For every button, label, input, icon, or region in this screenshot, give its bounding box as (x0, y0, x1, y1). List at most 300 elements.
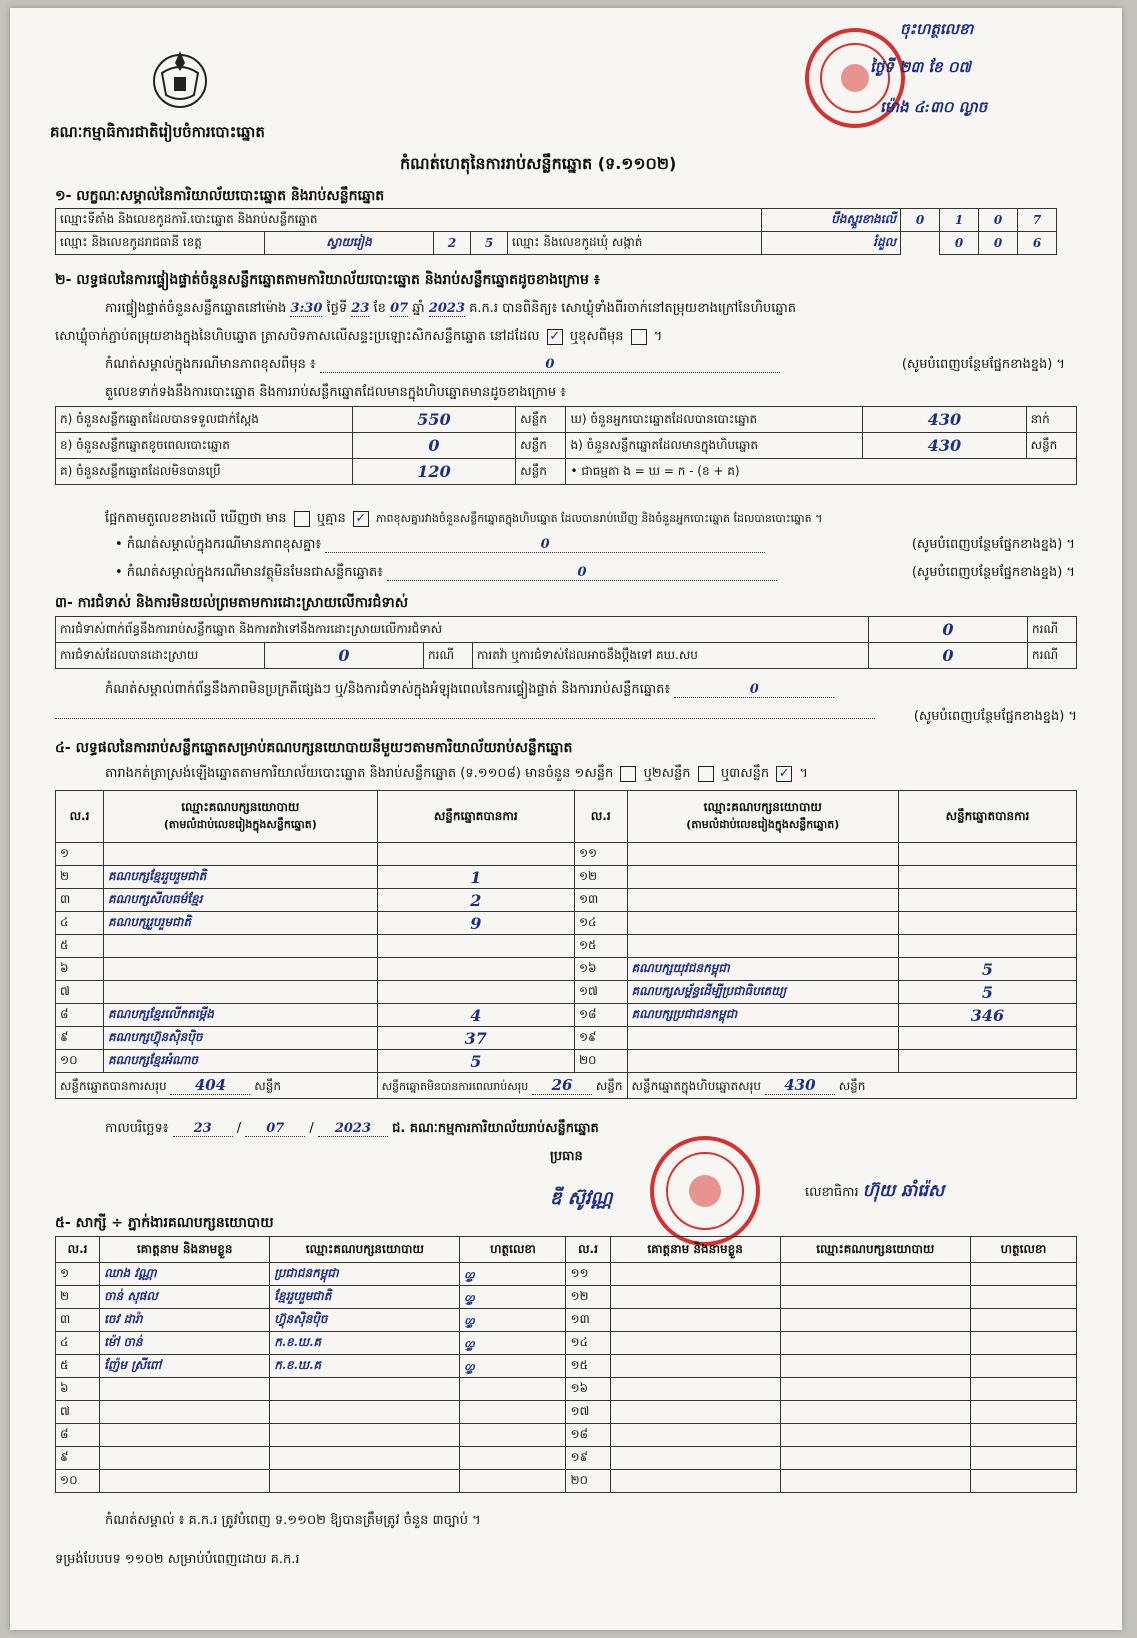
summary-left-value: 120 (352, 459, 515, 485)
verify-month: 07 (390, 301, 409, 316)
witness-name (610, 1355, 780, 1378)
table-row (56, 958, 1077, 981)
witness-party (780, 1309, 970, 1332)
province-code-digit: 5 (471, 232, 508, 255)
party-votes (898, 889, 1076, 912)
party-name: គណបក្សសីលធម៌ខ្មែរ (104, 889, 378, 912)
witness-party (270, 1401, 460, 1424)
table-row (56, 912, 1077, 935)
witness-party (270, 1470, 460, 1493)
date-month: 07 (245, 1121, 305, 1137)
witness-name (100, 1424, 270, 1447)
three-sheet-checkbox[interactable]: ✓ (776, 766, 792, 782)
summary-left-unit: សន្លឹក (516, 433, 566, 459)
commune-code-digit: 0 (979, 232, 1018, 255)
party-name (627, 912, 898, 935)
commune-code-digit: 0 (940, 232, 979, 255)
ballot-summary-table (55, 406, 1077, 485)
irregularity-continuation (55, 708, 1077, 727)
row-no: ៥ (56, 935, 104, 958)
table-row (56, 843, 1077, 866)
party-name: គណបក្សហ៊្វុនស៊ិនប៉ិច (104, 1027, 378, 1050)
diff-start: ផ្អែកតាមតួលេខខាងលើ ឃើញថា មាន (105, 511, 287, 526)
table-row (56, 1424, 1077, 1447)
table-row (56, 889, 1077, 912)
unit: សន្លឹក (838, 1078, 866, 1093)
witness-signature (970, 1401, 1076, 1424)
section3-heading: ៣- ការជំទាស់ និងការមិនយល់ព្រមតាមការដោះស្រាយលើការជំទាស់ (55, 595, 409, 611)
col-party (627, 791, 898, 843)
nec-logo (140, 43, 220, 113)
province-name: ស្វាយរៀង (265, 232, 434, 255)
col-party-title: ឈ្មោះគណបក្សនយោបាយ (703, 800, 822, 814)
party-name: គណបក្សខ្មែរលើកតម្កើង (104, 1004, 378, 1027)
party-votes: 5 (377, 1050, 574, 1073)
year-label: ឆ្នាំ (412, 301, 425, 316)
summary-left-unit: សន្លឹក (516, 459, 566, 485)
date-label: កាលបរិច្ឆេទ៖ (105, 1121, 169, 1136)
witness-party (780, 1332, 970, 1355)
witness-name (100, 1447, 270, 1470)
total-valid-label: សន្លឹកឆ្នោតបានការសរុប (60, 1078, 167, 1093)
party-name: គណបក្សខ្មែររួបរួមជាតិ (104, 866, 378, 889)
party-votes: 5 (898, 958, 1076, 981)
party-name (104, 843, 378, 866)
total-invalid-label: សន្លឹកឆ្នោតមិនបានការពេលរាប់សរុប (381, 1079, 529, 1093)
row-no: ១៤ (574, 912, 627, 935)
col-party (104, 791, 378, 843)
total-invalid-value: 26 (532, 1076, 592, 1095)
party-votes: 5 (898, 981, 1076, 1004)
two-sheet-label: ឬ២សន្លឹក (643, 766, 691, 781)
diff-or: ឬគ្មាន (316, 511, 346, 526)
case-unit: ករណី (424, 643, 473, 669)
party-name (627, 1027, 898, 1050)
row-no: ៤ (56, 912, 104, 935)
col-votes: សន្លឹកឆ្នោតបានការ (377, 791, 574, 843)
top-annotation-line1: ចុះហត្ថលេខា (900, 20, 974, 38)
witness-name (610, 1309, 780, 1332)
witness-name (100, 1378, 270, 1401)
footnote: កំណត់សម្គាល់ ៖ គ.ក.រ ត្រូវបំពេញ ទ.១១០២ ឱ្យបានត្រឹមត្រូវ ចំនួន ៣ច្បាប់ ។ (105, 1513, 481, 1528)
row-no: ១៨ (566, 1424, 610, 1447)
row-no: ៣ (56, 889, 104, 912)
witness-name (100, 1470, 270, 1493)
total-box-cell (627, 1073, 1076, 1099)
one-sheet-checkbox[interactable] (620, 766, 636, 782)
witness-party (270, 1424, 460, 1447)
row-no: ៩ (56, 1447, 100, 1470)
row-no: ២ (56, 866, 104, 889)
witness-signature (970, 1332, 1076, 1355)
case-unit: ករណី (1028, 617, 1077, 643)
form-footer: ទម្រង់បែបបទ ១១០២ សម្រាប់បំពេញដោយ គ.ក.រ (55, 1552, 300, 1567)
bullet2-value: 0 (387, 565, 777, 581)
party-votes: 2 (377, 889, 574, 912)
col-party: ឈ្មោះគណបក្សនយោបាយ (270, 1237, 460, 1263)
tally-intro: តារាងកត់ត្រាស្រង់ឡើងឆ្នោតតាមការិយាល័យបោះឆ្នោត និងរាប់សន្លឹកឆ្នោត (ទ.១១០៨) មានចំនួន ១សន្លឹក (105, 766, 614, 781)
summary-right-value: 430 (863, 407, 1026, 433)
row-no: ៧ (56, 981, 104, 1004)
row-no: ១២ (566, 1286, 610, 1309)
witness-signature (460, 1424, 566, 1447)
date-day: 23 (173, 1121, 233, 1137)
verify-time: 3:30 (290, 301, 323, 316)
verify-year: 2023 (428, 301, 466, 316)
note1-label: កំណត់សម្គាល់ក្នុងករណីមានភាពខុសពីមុន ៖ (105, 357, 316, 372)
summary-right-label: ង) ចំនួនសន្លឹកឆ្នោតដែលមានក្នុងហិបឆ្នោត (566, 433, 863, 459)
row-no: ៧ (56, 1401, 100, 1424)
section4-heading: ៤- លទ្ធផលនៃការរាប់សន្លឹកឆ្នោតសម្រាប់គណបក្សនយោបាយនីមួយៗតាមការិយាល័យរាប់សន្លឹកឆ្នោត (55, 740, 573, 756)
summary-left-unit: សន្លឹក (516, 407, 566, 433)
witness-name: ចាន់ សុផល (100, 1286, 270, 1309)
station-code-digit: 0 (901, 209, 940, 232)
difference-line (105, 510, 822, 529)
section1-heading: ១- លក្ខណៈសម្គាល់នៃការិយាល័យបោះឆ្នោត និងរាប់សន្លឹកឆ្នោត (55, 188, 385, 204)
signing-date-line: កាលបរិច្ឆេទ៖ 23 / 07 / 2023 ជ. គណៈកម្មការការិយាល័យរាប់សន្លឹកឆ្នោត (105, 1121, 599, 1136)
top-annotation-line3: ម៉ោង ៤:៣០ ល្ងាច (880, 98, 988, 116)
row-no: ១៣ (566, 1309, 610, 1332)
col-no: ល.រ (56, 1237, 100, 1263)
row-no: ៦ (56, 958, 104, 981)
witness-name (610, 1378, 780, 1401)
col-name: គោត្តនាម និងនាមខ្លួន (610, 1237, 780, 1263)
witness-party (270, 1378, 460, 1401)
row-no: ៦ (56, 1378, 100, 1401)
summary-left-label: គ) ចំនួនសន្លឹកឆ្នោតដែលមិនបានប្រើ (56, 459, 353, 485)
section2-heading: ២- លទ្ធផលនៃការផ្ទៀងផ្ទាត់ចំនួនសន្លឹកឆ្នោតតាមការិយាល័យបោះឆ្នោត និងរាប់សន្លឹកឆ្នោតដូចខាងក្រោម ៖ (55, 272, 600, 288)
summary-left-value: 0 (352, 433, 515, 459)
province-code-digit: 2 (434, 232, 471, 255)
row-no: ១ (56, 843, 104, 866)
witness-name (610, 1470, 780, 1493)
col-party-sub: (តាមលំដាប់លេខរៀងក្នុងសន្លឹកឆ្នោត) (686, 818, 840, 831)
row-no: ១ (56, 1263, 100, 1286)
row-no: ១៦ (574, 958, 627, 981)
row-no: ២ (56, 1286, 100, 1309)
witness-name: ឈាង វណ្ណា (100, 1263, 270, 1286)
table-row (56, 1027, 1077, 1050)
row-no: ៩ (56, 1027, 104, 1050)
commune-label: ឈ្មោះ និងលេខកូដឃុំ សង្កាត់ (508, 232, 762, 255)
party-votes: 9 (377, 912, 574, 935)
party-name: គណបក្សសម្ព័ន្ធដើម្បីប្រជាធិបតេយ្យ (627, 981, 898, 1004)
para-line2-text: សោឃ្លុំចាក់ភ្ជាប់តម្រុយខាងក្នុងនៃហិបឆ្នោត ត្រាសបិទភាសលើសន្ទះប្រឡោះសិកសន្លឹកឆ្នោត នៅដដែល (55, 329, 540, 344)
verify-day: 23 (351, 301, 370, 316)
witness-party (780, 1470, 970, 1493)
para-mid: គ.ក.រ បានពិនិត្យ៖ សោឃ្លុំទាំងពីរចាក់នៅតម្រុយខាងក្រៅនៃហិបឆ្នោត (469, 301, 796, 316)
total-box-value: 430 (765, 1076, 835, 1095)
row-no: ១៦ (566, 1378, 610, 1401)
station-name: បឹងស្នួរខាងលើ (762, 209, 901, 232)
witness-signature: ᦄ (460, 1309, 566, 1332)
col-votes: សន្លឹកឆ្នោតបានការ (898, 791, 1076, 843)
row-no: ៤ (56, 1332, 100, 1355)
witness-party: ខ្មែររួបរួមជាតិ (270, 1286, 460, 1309)
party-name: គណបក្សប្រជាជនកម្ពុជា (627, 1004, 898, 1027)
row-no: ១១ (566, 1263, 610, 1286)
note1-value: 0 (320, 357, 780, 373)
diff-end: ភាពខុសគ្នារវាងចំនួនសន្លឹកឆ្នោតក្នុងហិបឆ្នោត ដែលបានរាប់ឃើញ និងចំនួនអ្នកបោះឆ្នោត ដែលបានបោះឆ្នោត ។ (376, 512, 823, 525)
party-results-table (55, 790, 1077, 1099)
results-body (56, 843, 1077, 1073)
table-row (56, 1050, 1077, 1073)
province-label: ឈ្មោះ និងលេខកូដរាជធានី ខេត្ត (56, 232, 265, 255)
month-label: ខែ (373, 301, 386, 316)
row-no: ៣ (56, 1309, 100, 1332)
unchanged-checkbox[interactable]: ✓ (547, 329, 563, 345)
top-annotation-line2: ថ្ងៃទី ២៣ ខែ ០៧ (870, 58, 971, 76)
table-row (56, 1470, 1077, 1493)
secretary-label: លេខាធិការ (805, 1185, 859, 1200)
witness-party (780, 1447, 970, 1470)
resolved-label: ការជំទាស់ដែលបានដោះស្រាយ (56, 643, 265, 669)
party-votes: 346 (898, 1004, 1076, 1027)
party-name (627, 1050, 898, 1073)
party-votes (898, 1050, 1076, 1073)
row-no: ៨ (56, 1004, 104, 1027)
party-name: គណបក្សយុវជនកម្ពុជា (627, 958, 898, 981)
org-name: គណៈកម្មាធិការជាតិរៀបចំការបោះឆ្នោត (50, 123, 265, 141)
fill-hint: (សូមបំពេញបន្ថែមផ្នែកខាងខ្នង) ។ (911, 565, 1075, 580)
witness-signature (970, 1286, 1076, 1309)
table-row (56, 1447, 1077, 1470)
witness-signature (460, 1470, 566, 1493)
objections-table (55, 616, 1077, 669)
bullet1-value: 0 (325, 537, 765, 553)
row-no: ១៥ (566, 1355, 610, 1378)
witness-signature (460, 1401, 566, 1424)
witness-party: ហ៊្វុនស៊ិនប៉ិច (270, 1309, 460, 1332)
table-row (56, 1286, 1077, 1309)
form-sheet (10, 8, 1122, 1630)
witness-party (780, 1355, 970, 1378)
table-row (56, 1332, 1077, 1355)
total-valid-value: 404 (170, 1076, 250, 1095)
station-label: ឈ្មោះទីតាំង និងលេខកូដការិ.បោះឆ្នោត និងរាប់សន្លឹកឆ្នោត (56, 209, 762, 232)
total-invalid-cell (377, 1073, 627, 1099)
witness-name (610, 1401, 780, 1424)
witness-signature (970, 1355, 1076, 1378)
party-name (627, 866, 898, 889)
witness-party (780, 1378, 970, 1401)
summary-left-label: ខ) ចំនួនសន្លឹកឆ្នោតខូចពេលបោះឆ្នោត (56, 433, 353, 459)
two-sheet-checkbox[interactable] (698, 766, 714, 782)
irregularity-note (105, 681, 834, 700)
party-name: គណបក្សខ្មែរអំណាច (104, 1050, 378, 1073)
row-no: ១០ (56, 1470, 100, 1493)
party-votes (377, 935, 574, 958)
appeal-count: 0 (869, 643, 1028, 669)
summary-intro: តួលេខទាក់ទងនឹងការបោះឆ្នោត និងការរាប់សន្លឹកឆ្នោតដែលមានក្នុងហិបឆ្នោតមានដូចខាងក្រោម ៖ (105, 385, 566, 400)
table-row (56, 866, 1077, 889)
witness-party: ប្រជាជនកម្ពុជា (270, 1263, 460, 1286)
row-no: ៨ (56, 1424, 100, 1447)
party-votes: 1 (377, 866, 574, 889)
station-identity-table (55, 208, 1057, 255)
table-row (56, 1263, 1077, 1286)
row-no: ១៥ (574, 935, 627, 958)
has-difference-checkbox[interactable] (294, 511, 310, 527)
table-row (56, 1004, 1077, 1027)
official-stamp-bottom (650, 1136, 760, 1246)
appeal-label: ការតវ៉ា ឬការជំទាស់ដែលអាចនឹងប្តឹងទៅ គឃ.សប (473, 643, 869, 669)
three-sheet-label: ឬ៣សន្លឹក (720, 766, 770, 781)
witness-signature (970, 1309, 1076, 1332)
witness-table (55, 1236, 1077, 1493)
party-name (104, 935, 378, 958)
party-votes (898, 935, 1076, 958)
witness-body (56, 1263, 1077, 1493)
no-difference-checkbox[interactable]: ✓ (353, 511, 369, 527)
witness-signature (970, 1447, 1076, 1470)
objection-count: 0 (869, 617, 1028, 643)
witness-name (610, 1424, 780, 1447)
col-signature: ហត្ថលេខា (460, 1237, 566, 1263)
row-no: ១១ (574, 843, 627, 866)
party-name (627, 889, 898, 912)
table-row (56, 1309, 1077, 1332)
col-party-title: ឈ្មោះគណបក្សនយោបាយ (181, 800, 300, 814)
party-votes (898, 1027, 1076, 1050)
station-code-digit: 1 (940, 209, 979, 232)
summary-right-unit: នាក់ (1026, 407, 1076, 433)
witness-name: ម៉ៅ ចាន់ (100, 1332, 270, 1355)
witness-party (780, 1424, 970, 1447)
witness-party (270, 1447, 460, 1470)
bullet1-line (115, 536, 1075, 555)
dotted-fill-line (55, 718, 875, 719)
row-no: ១៤ (566, 1332, 610, 1355)
secretary-signature: ហ៊ុយ ឆាំរ៉េស (862, 1181, 945, 1201)
row-no: ១៧ (574, 981, 627, 1004)
col-signature: ហត្ថលេខា (970, 1237, 1076, 1263)
witness-signature (970, 1470, 1076, 1493)
party-name: គណបក្សរួបរួមជាតិ (104, 912, 378, 935)
col-no: ល.រ (566, 1237, 610, 1263)
col-party-sub: (តាមលំដាប់លេខរៀងក្នុងសន្លឹកឆ្នោត) (163, 818, 317, 831)
form-title: កំណត់ហេតុនៃការរាប់សន្លឹកឆ្នោត (ទ.១១០២) (400, 154, 677, 173)
table-row (56, 1355, 1077, 1378)
unit: សន្លឹក (254, 1078, 281, 1093)
row-no: ២០ (574, 1050, 627, 1073)
resolved-count: 0 (265, 643, 424, 669)
witness-name: ចេវ ដារ៉ា (100, 1309, 270, 1332)
witness-party (780, 1263, 970, 1286)
table-row (56, 1378, 1077, 1401)
table-row (56, 1401, 1077, 1424)
summary-right-unit: សន្លឹក (1026, 433, 1076, 459)
party-name (627, 935, 898, 958)
total-box-label: សន្លឹកឆ្នោតក្នុងហិបឆ្នោតសរុប (631, 1078, 762, 1093)
witness-name (610, 1286, 780, 1309)
party-votes (898, 843, 1076, 866)
table-row (56, 981, 1077, 1004)
col-name: គោត្តនាម និងនាមខ្លួន (100, 1237, 270, 1263)
verification-paragraph-line2: សោឃ្លុំចាក់ភ្ជាប់តម្រុយខាងក្នុងនៃហិបឆ្នោត ត្រាសបិទភាសលើសន្ទះប្រឡោះសិកសន្លឹកឆ្នោត នៅដដែល ✓ ឬខុសពីមុន ។ (55, 328, 663, 344)
commune-name: រំដួល (762, 232, 901, 255)
witness-name (100, 1401, 270, 1424)
party-votes: 37 (377, 1027, 574, 1050)
col-no: ល.រ (574, 791, 627, 843)
tally-sheet-count-line: តារាងកត់ត្រាស្រង់ឡើងឆ្នោតតាមការិយាល័យបោះឆ្នោត និងរាប់សន្លឹកឆ្នោត (ទ.១១០៨) មានចំនួន ១សន្លឹក ឬ២សន្លឹក ឬ៣សន្លឹក ✓ ។ (105, 765, 808, 781)
party-votes (377, 958, 574, 981)
verification-paragraph (105, 300, 796, 319)
station-code-digit: 0 (979, 209, 1018, 232)
section5-heading: ៥- សាក្សី ÷ ភ្នាក់ងារគណបក្សនយោបាយ (55, 1215, 274, 1231)
committee-label: ជ. គណៈកម្មការការិយាល័យរាប់សន្លឹកឆ្នោត (392, 1121, 599, 1136)
witness-signature: ᦄ (460, 1263, 566, 1286)
fill-hint: (សូមបំពេញបន្ថែមផ្នែកខាងខ្នង) ។ (901, 357, 1065, 372)
party-votes (898, 866, 1076, 889)
witness-party: ក.ខ.ឃ.គ (270, 1355, 460, 1378)
witness-signature: ᦄ (460, 1355, 566, 1378)
row-no: ១២ (574, 866, 627, 889)
commune-code-digit: 6 (1018, 232, 1057, 255)
witness-signature (970, 1424, 1076, 1447)
witness-party (780, 1401, 970, 1424)
day-label: ថ្ងៃទី (326, 301, 348, 316)
witness-party: ក.ខ.ឃ.គ (270, 1332, 460, 1355)
party-votes (377, 981, 574, 1004)
witness-signature: ᦄ (460, 1332, 566, 1355)
bullet2-label: • កំណត់សម្គាល់ក្នុងករណីមានវត្ថុមិនមែនជាសន្លឹកឆ្នោត៖ (115, 565, 383, 580)
unit: សន្លឹក (595, 1078, 623, 1093)
witness-name (610, 1447, 780, 1470)
summary-left-label: ក) ចំនួនសន្លឹកឆ្នោតដែលបានទទួលជាក់ស្តែង (56, 407, 353, 433)
party-votes (898, 912, 1076, 935)
witness-signature (970, 1378, 1076, 1401)
row-no: ១៧ (566, 1401, 610, 1424)
fill-hint: (សូមបំពេញបន្ថែមផ្នែកខាងខ្នង) ។ (913, 709, 1077, 724)
station-code-digit: 7 (1018, 209, 1057, 232)
witness-signature (460, 1447, 566, 1470)
party-votes (377, 843, 574, 866)
irregularity-label: កំណត់សម្គាល់ពាក់ព័ន្ធនឹងភាពមិនប្រក្រតីផ្សេងៗ ឬ/និងការជំទាស់ក្នុងអំឡុងពេលនៃការផ្ទៀងផ្ទាត់ និងការរាប់សន្លឹកឆ្នោត៖ (105, 682, 671, 697)
witness-name: ញ៉ែម ស្រីពៅ (100, 1355, 270, 1378)
bullet1-label: • កំណត់សម្គាល់ក្នុងករណីមានភាពខុសគ្នា៖ (115, 537, 322, 552)
summary-right-label: ឃ) ចំនួនអ្នកបោះឆ្នោតដែលបានបោះឆ្នោត (566, 407, 863, 433)
or-different-label: ឬខុសពីមុន (569, 329, 624, 344)
different-checkbox[interactable] (631, 329, 647, 345)
witness-signature (460, 1378, 566, 1401)
row-no: ២០ (566, 1470, 610, 1493)
row-no: ១៣ (574, 889, 627, 912)
party-name (104, 981, 378, 1004)
summary-left-value: 550 (352, 407, 515, 433)
row-no: ១៩ (566, 1447, 610, 1470)
president-signature: ឌី ស៊ូវណ្ណ (550, 1188, 613, 1209)
bullet2-line (115, 564, 1075, 583)
president-label: ប្រធាន (550, 1149, 583, 1164)
witness-signature: ᦄ (460, 1286, 566, 1309)
row-no: ៥ (56, 1355, 100, 1378)
objection-label: ការជំទាស់ពាក់ព័ន្ធនឹងការរាប់សន្លឹកឆ្នោត និងការតវ៉ាទៅនឹងការដោះស្រាយលើការជំទាស់ (56, 617, 869, 643)
witness-name (610, 1263, 780, 1286)
table-row (56, 935, 1077, 958)
fill-hint: (សូមបំពេញបន្ថែមផ្នែកខាងខ្នង) ។ (911, 537, 1075, 552)
witness-signature (970, 1263, 1076, 1286)
row-no: ១០ (56, 1050, 104, 1073)
date-year: 2023 (318, 1121, 388, 1137)
secretary-line (805, 1180, 944, 1205)
party-name (627, 843, 898, 866)
row-no: ១៩ (574, 1027, 627, 1050)
note1-line (105, 356, 1065, 375)
witness-name (610, 1332, 780, 1355)
col-no: ល.រ (56, 791, 104, 843)
irregularity-value: 0 (674, 682, 834, 698)
